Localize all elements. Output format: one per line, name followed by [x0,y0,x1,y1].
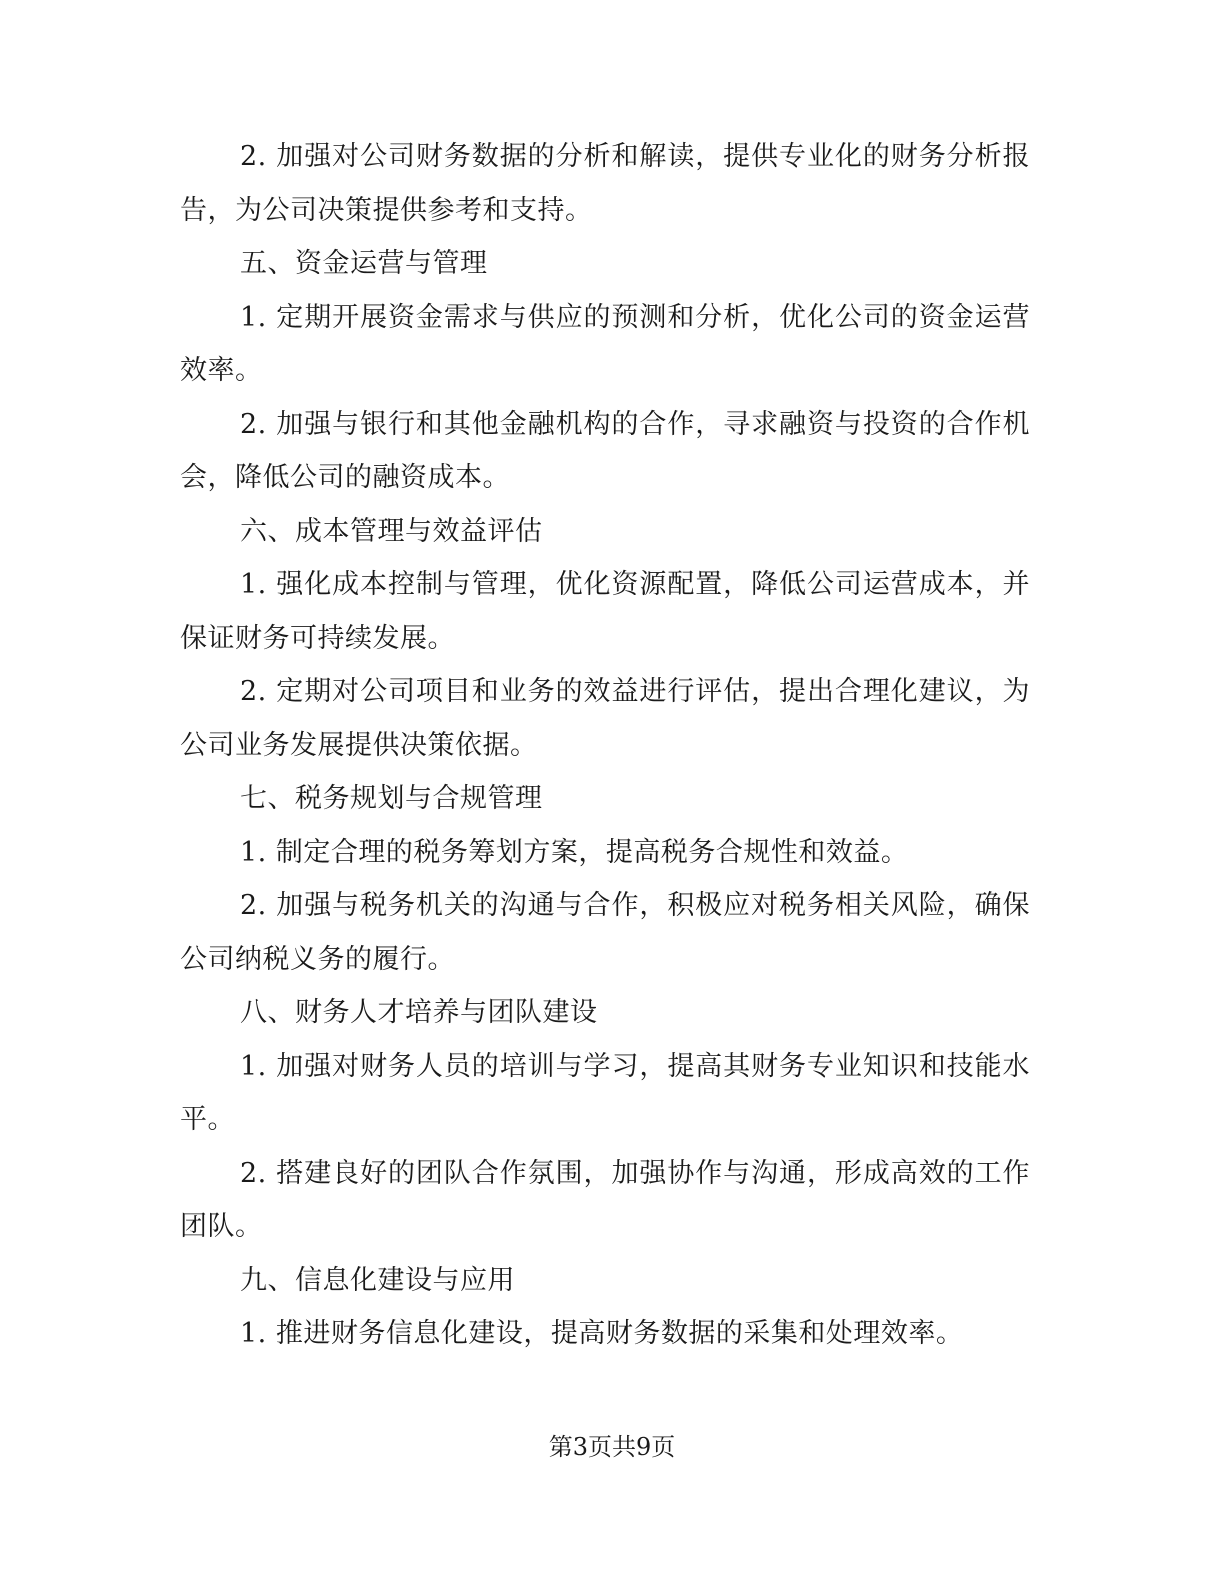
paragraph-item-2-analysis: 2. 加强对公司财务数据的分析和解读，提供专业化的财务分析报告，为公司决策提供参考和支持。 [180,141,1030,226]
paragraph-item-2-evaluation: 2. 定期对公司项目和业务的效益进行评估，提出合理化建议，为公司业务发展提供决策依据。 [180,676,1030,761]
paragraph-item-1-tax-plan: 1. 制定合理的税务筹划方案，提高税务合规性和效益。 [240,836,909,868]
paragraph-item-1-forecast: 1. 定期开展资金需求与供应的预测和分析，优化公司的资金运营效率。 [180,301,1030,386]
paragraph-item-2-tax-authority: 2. 加强与税务机关的沟通与合作，积极应对税务相关风险，确保公司纳税义务的履行。 [180,890,1030,975]
paragraph-item-1-informatization: 1. 推进财务信息化建设，提高财务数据的采集和处理效率。 [240,1318,964,1349]
section-heading-9: 九、信息化建设与应用 [240,1264,515,1296]
page-number-footer: 第3页共9页 [548,1433,676,1461]
section-heading-6: 六、成本管理与效益评估 [240,515,543,547]
paragraph-item-1-training: 1. 加强对财务人员的培训与学习，提高其财务专业知识和技能水平。 [180,1050,1030,1135]
paragraph-item-2-teamwork: 2. 搭建良好的团队合作氛围，加强协作与沟通，形成高效的工作团队。 [180,1157,1030,1242]
document-body [180,130,1030,1361]
paragraph-item-2-banks: 2. 加强与银行和其他金融机构的合作，寻求融资与投资的合作机会，降低公司的融资成本。 [180,408,1030,493]
paragraph-item-1-cost-control: 1. 强化成本控制与管理，优化资源配置，降低公司运营成本，并保证财务可持续发展。 [180,569,1030,654]
section-heading-7: 七、税务规划与合规管理 [240,783,543,814]
section-heading-8: 八、财务人才培养与团队建设 [240,997,598,1028]
section-heading-5: 五、资金运营与管理 [240,248,488,279]
